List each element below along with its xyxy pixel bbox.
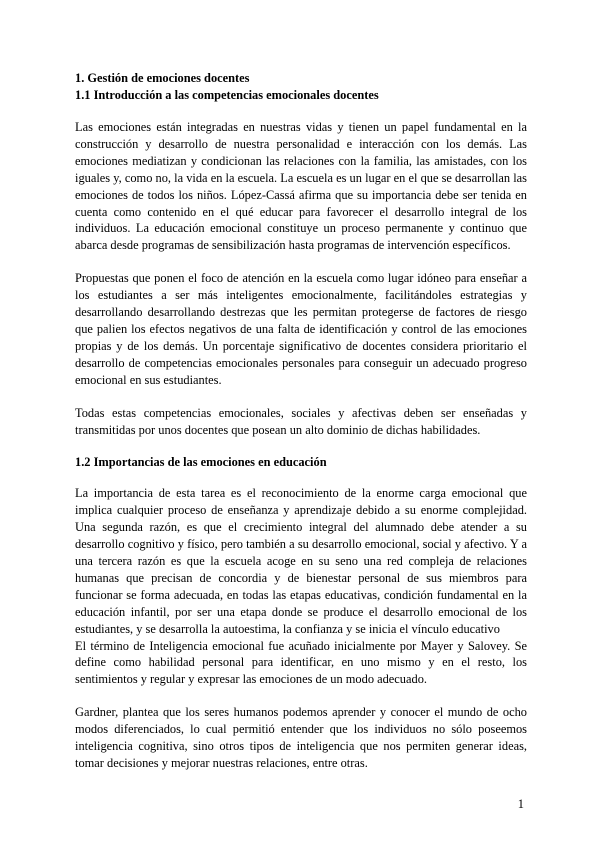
paragraph-emotions-intro: Las emociones están integradas en nuestras vidas y tienen un papel fundamental en la construcción y desarrollo de nuestra personalidad e interacción con los demás. Las emociones mediatizan y condicionan las relaciones con la familia, las amistades, con los iguales y, como no, la vida en la escuela. La escuela es un lugar en el que se desarrollan las emociones de todos los niños. López-Cassá afirma que su importancia debe ser tenida en cuenta como contenido en el qué educar para favorecer el desarrollo integral de los individuos. La educación emocional constituye un proceso permanente y continuo que abarca desde programas de sensibilización hasta programas de intervención específicos. [75, 120, 527, 253]
paragraph-importance: La importancia de esta tarea es el reconocimiento de la enorme carga emocional que implica cualquier proceso de enseñanza y aprendizaje debido a su enorme complejidad. Una segunda razón, es que el crecimiento integral del alumnado debe atender a su desarrollo cognitivo y físico, pero también a su desarrollo emocional, social y afectivo. Y a una tercera razón es que la escuela acoge en su seno una red compleja de relaciones humanas que precisan de concordia y de bienestar personal de sus miembros para funcionar se forma adecuada, en todas las etapas educativas, condición fundamental en la educación infantil, por ser una etapa donde se produce el desarrollo emocional de los estudiantes, y se desarrolla la autoestima, la confianza y se inicia el vínculo educativo [75, 486, 527, 636]
paragraph-gardner: Gardner, plantea que los seres humanos podemos aprender y conocer el mundo de ocho modos diferenciados, lo cual permitió entender que los individuos no sólo poseemos inteligencia cognitiva, sino otros tipos de inteligencia que nos permiten generar ideas, tomar decisiones y mejorar nuestras relaciones, entre otras. [75, 705, 527, 770]
page-number: 1 [517, 797, 524, 811]
paragraph-school-proposals: Propuestas que ponen el foco de atención en la escuela como lugar idóneo para enseñar a los estudiantes a ser más inteligentes emocionalmente, facilitándoles estrategias y desarrollando desarrollando destrezas que les permitan protegerse de factores de riesgo que palien los efectos negativos de una falta de identificación y control de las emociones propias y de los demás. Un porcentaje significativo de docentes considera prioritario el desarrollo de competencias emocionales personales para conseguir un adecuado progreso emocional en sus estudiantes. [75, 271, 527, 387]
section-heading-1-1: 1.1 Introducción a las competencias emocionales docentes [75, 88, 379, 102]
document-page [75, 70, 527, 788]
paragraph-competencies: Todas estas competencias emocionales, sociales y afectivas deben ser enseñadas y transmitidas por unos docentes que posean un alto dominio de dichas habilidades. [75, 405, 527, 437]
chapter-heading: 1. Gestión de emociones docentes [75, 71, 250, 85]
section-heading-1-2: 1.2 Importancias de las emociones en educación [75, 455, 327, 470]
paragraph-emotional-intelligence: El término de Inteligencia emocional fue acuñado inicialmente por Mayer y Salovey. Se define como habilidad personal para identificar, en uno mismo y en el resto, los sentimientos y regular y expresar las emociones de un modo adecuado. [75, 638, 527, 687]
